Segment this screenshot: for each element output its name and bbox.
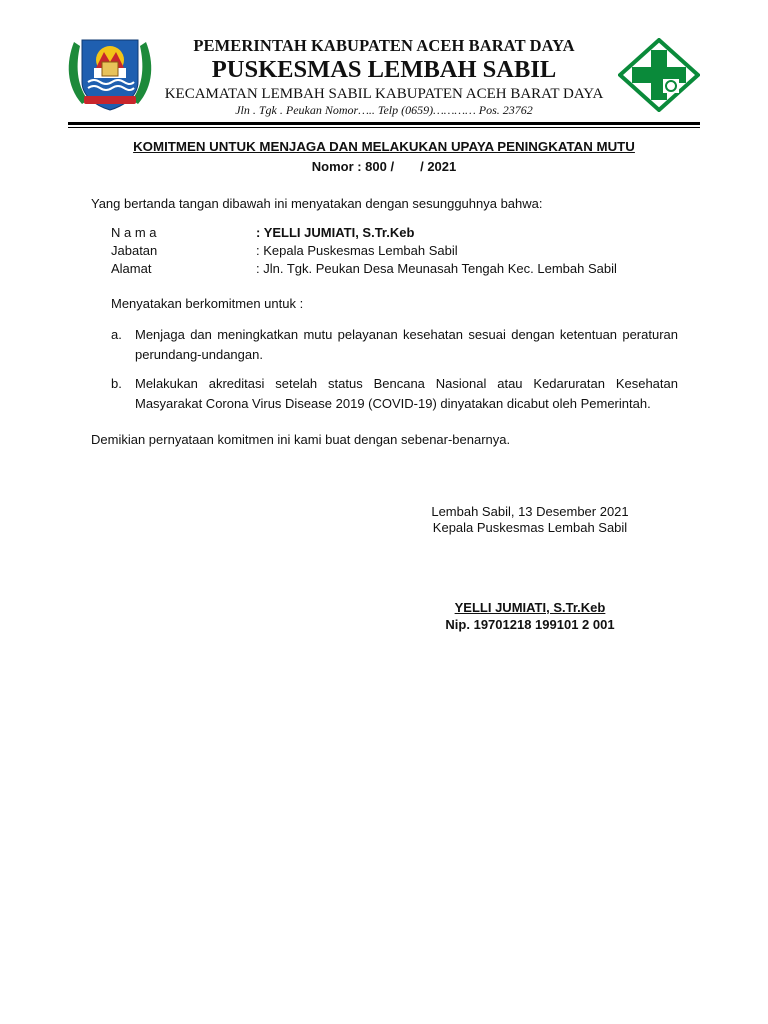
letterhead-rule-thick bbox=[68, 122, 700, 125]
list-item-text-a: Menjaga dan meningkatkan mutu pelayanan kesehatan sesuai dengan ketentuan peraturan perundang-undangan. bbox=[135, 327, 678, 362]
intro-text: Yang bertanda tangan dibawah ini menyatakan dengan sesungguhnya bahwa: bbox=[91, 196, 543, 211]
list-item-marker-a: a. bbox=[111, 327, 122, 342]
field-value-alamat: : Jln. Tgk. Peukan Desa Meunasah Tengah Kec. Lembah Sabil bbox=[256, 261, 617, 276]
number-prefix: Nomor : 800 / bbox=[311, 159, 395, 174]
field-label-jabatan: Jabatan bbox=[111, 243, 158, 258]
list-item-text-b: Melakukan akreditasi setelah status Bencana Nasional atau Kedaruratan Kesehatan Masyarakat Corona Virus Disease 2019 (COVID-19) dinyatakan dicabut oleh Pemerintah. bbox=[135, 376, 678, 411]
puskesmas-green-cross-icon bbox=[618, 38, 700, 112]
number-suffix: / 2021 bbox=[420, 159, 457, 174]
field-label-alamat: Alamat bbox=[111, 261, 152, 276]
signature-nip: Nip. 19701218 199101 2 001 bbox=[445, 617, 615, 632]
document-title: KOMITMEN UNTUK MENJAGA DAN MELAKUKAN UPAYA PENINGKATAN MUTU bbox=[133, 139, 635, 154]
district-heading: KECAMATAN LEMBAH SABIL KABUPATEN ACEH BARAT DAYA bbox=[164, 86, 604, 102]
letterhead-rule-thin bbox=[68, 127, 700, 128]
letterhead bbox=[0, 0, 768, 130]
field-label-nama: N a m a bbox=[111, 225, 157, 240]
list-item-marker-b: b. bbox=[111, 376, 122, 391]
government-heading: PEMERINTAH KABUPATEN ACEH BARAT DAYA bbox=[193, 36, 575, 55]
commitment-intro: Menyatakan berkomitmen untuk : bbox=[111, 296, 304, 311]
signature-name: YELLI JUMIATI, S.Tr.Keb bbox=[454, 600, 606, 615]
field-value-nama: : YELLI JUMIATI, S.Tr.Keb bbox=[256, 225, 415, 240]
closing-statement: Demikian pernyataan komitmen ini kami buat dengan sebenar-benarnya. bbox=[91, 432, 511, 447]
field-value-jabatan: : Kepala Puskesmas Lembah Sabil bbox=[256, 243, 458, 258]
address-line: Jln . Tgk . Peukan Nomor….. Telp (0659)………… Pos. 23762 bbox=[235, 103, 533, 117]
document-number bbox=[0, 159, 768, 175]
signature-place-date: Lembah Sabil, 13 Desember 2021 bbox=[431, 504, 629, 519]
signature-role: Kepala Puskesmas Lembah Sabil bbox=[432, 520, 628, 535]
institution-heading: PUSKESMAS LEMBAH SABIL bbox=[211, 56, 557, 83]
